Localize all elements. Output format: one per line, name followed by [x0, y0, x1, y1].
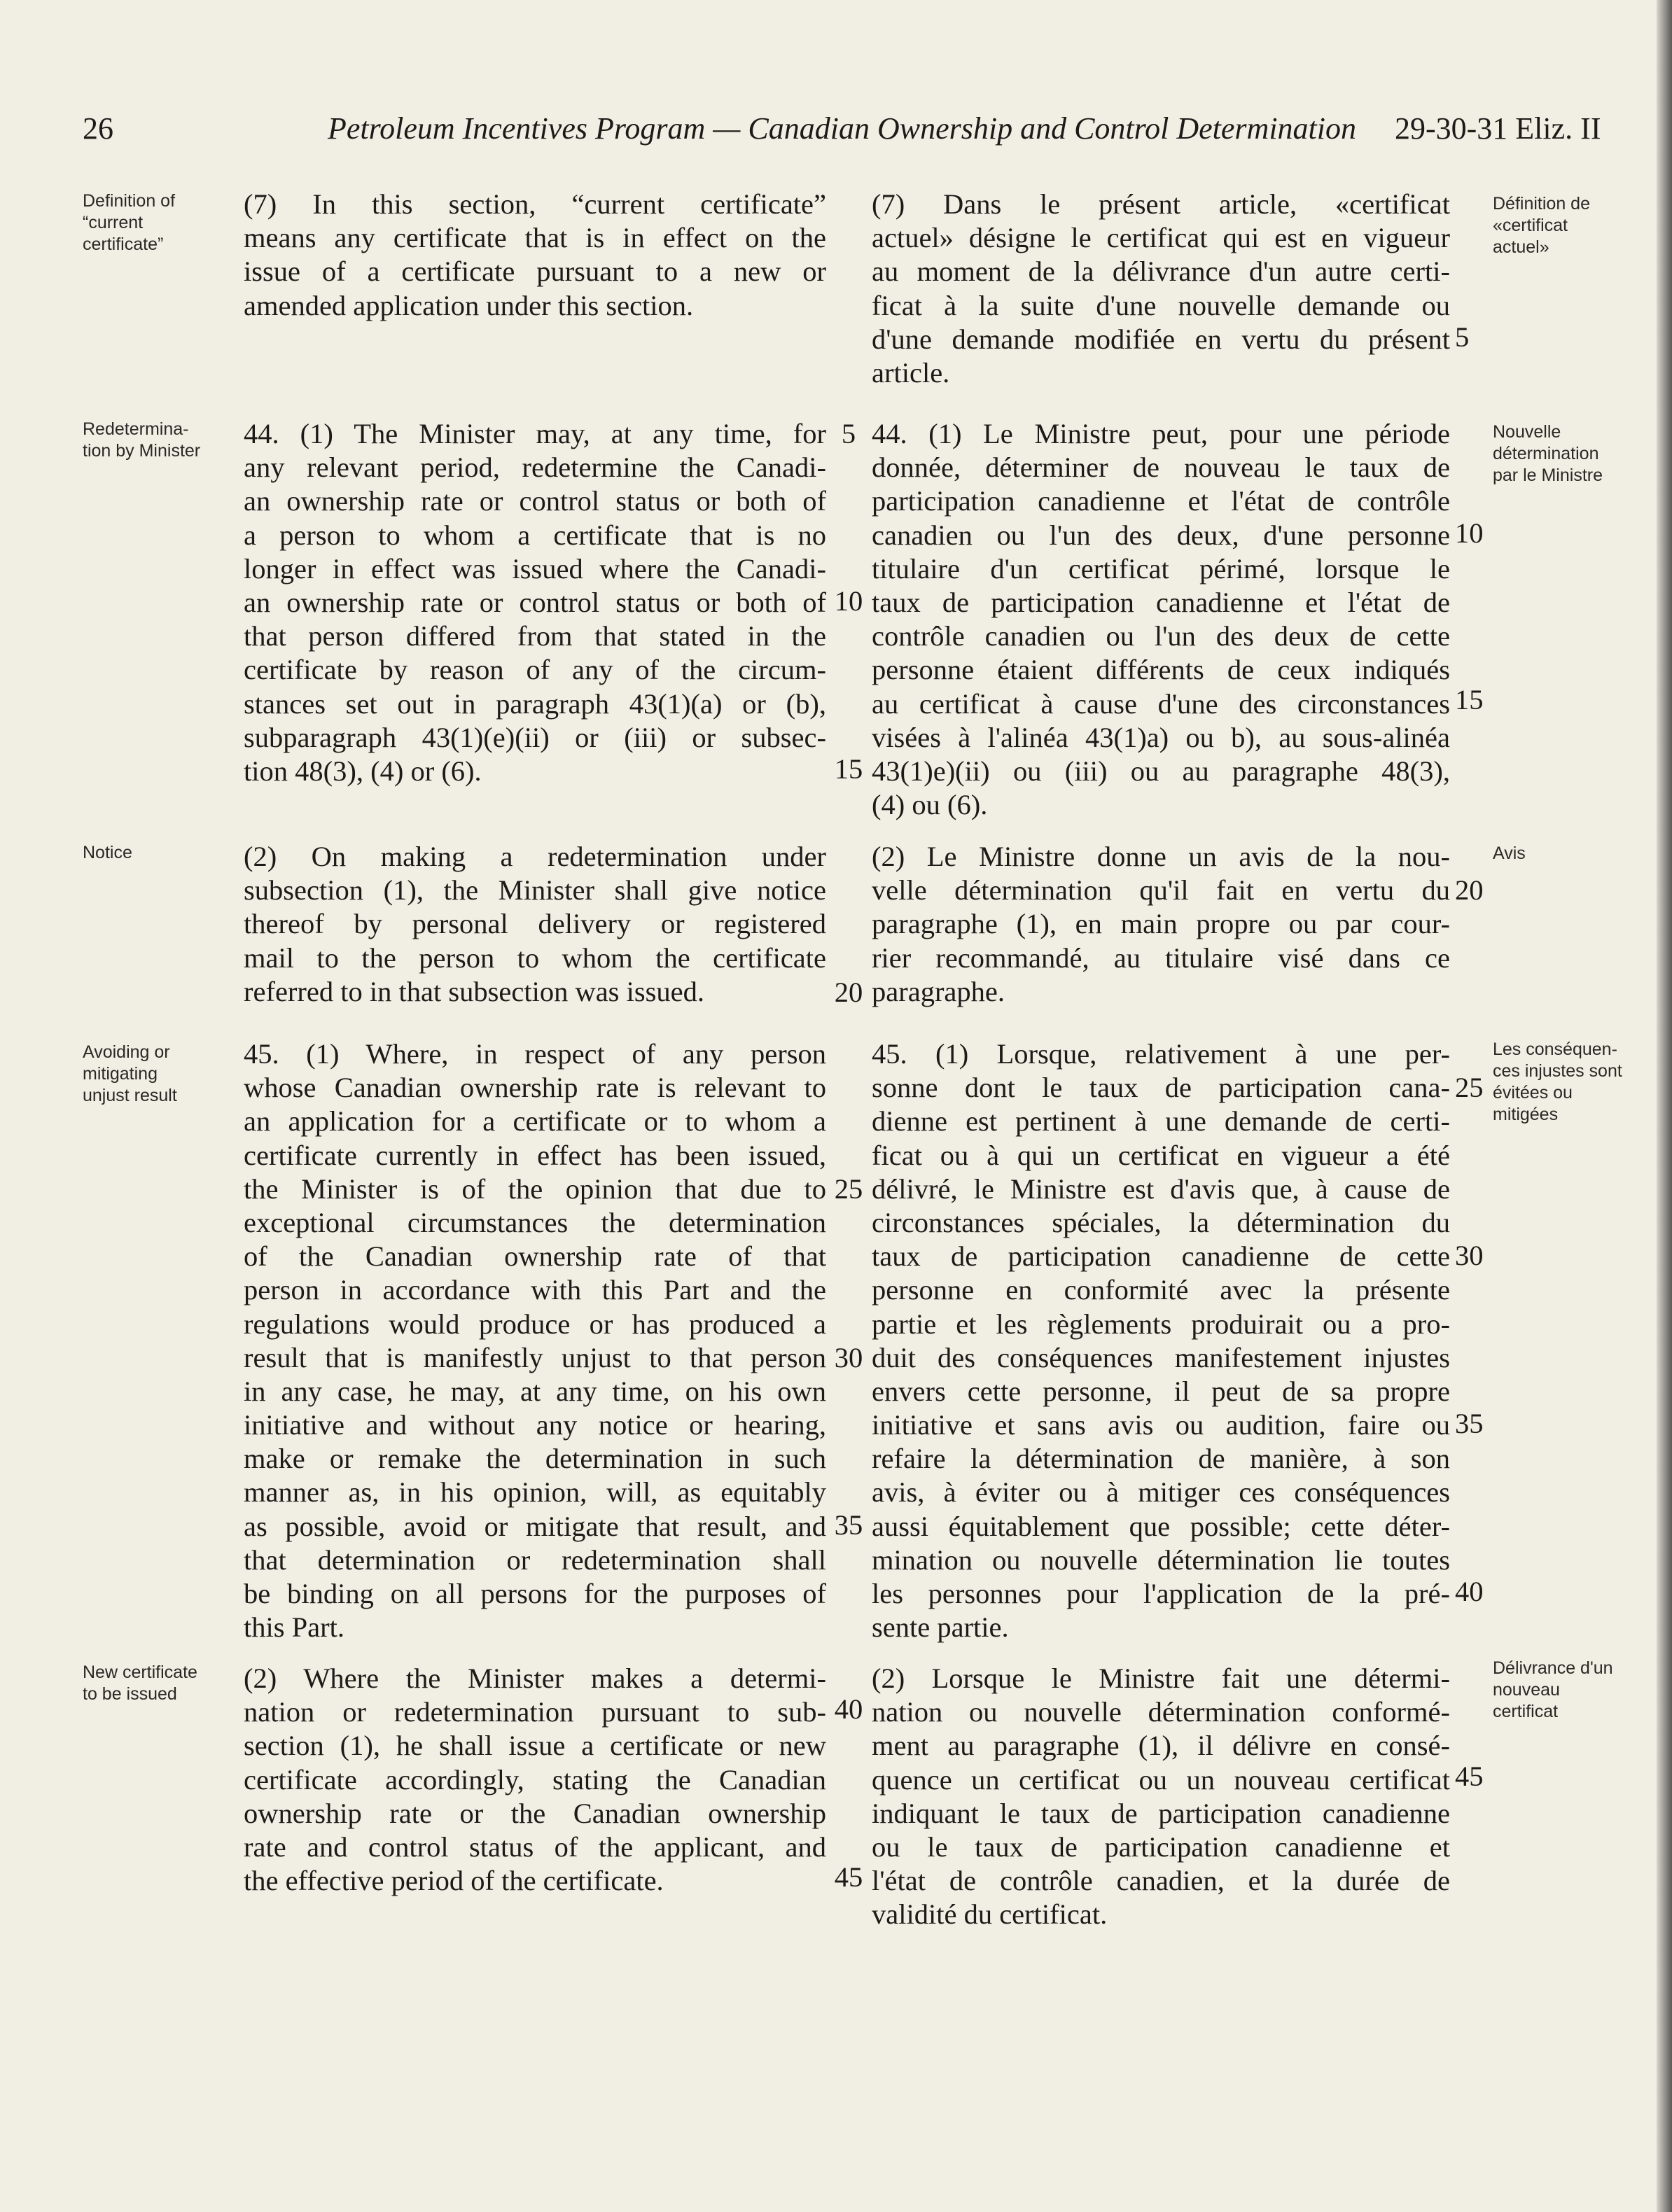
text-line: (7) In this section, “current certificate”: [244, 188, 826, 220]
line-number: 35: [1455, 1408, 1484, 1439]
text-line: ownership rate or the Canadian ownership: [244, 1797, 826, 1829]
text-line: ou le taux de participation canadienne et: [872, 1830, 1450, 1863]
text-line: issue of a certificate pursuant to a new or: [244, 255, 826, 288]
regnal-year: 29-30-31 Eliz. II: [1395, 111, 1601, 146]
text-line: (2) Le Ministre donne un avis de la nou-: [872, 841, 1450, 872]
line-number: 25: [834, 1173, 863, 1205]
text-line: referred to in that subsection was issued.: [244, 975, 704, 1007]
en-subsection-7: [244, 188, 826, 323]
text-line: envers cette personne, il peut de sa propre: [872, 1375, 1450, 1407]
margin-note-fr-definition: Définition de «certificat actuel»: [1493, 194, 1590, 257]
text-line: duit des conséquences manifestement injustes: [872, 1341, 1450, 1373]
text-line: dienne est pertinent à une demande de certi-: [872, 1105, 1450, 1138]
text-line: partie et les règlements produirait ou a pro-: [872, 1308, 1450, 1340]
text-line: avis, à éviter ou à mitiger ces conséquences: [872, 1476, 1450, 1508]
line-number: 20: [834, 976, 863, 1008]
text-line: personne étaient différents de ceux indiqués: [872, 654, 1450, 686]
line-number: 5: [1455, 321, 1470, 353]
text-line: thereof by personal delivery or registered: [244, 908, 826, 940]
line-number: 20: [1455, 874, 1484, 906]
page-number: 26: [83, 111, 113, 146]
text-line: an ownership rate or control status or both of: [244, 586, 826, 618]
en-section-45-1: [244, 1037, 826, 1644]
en-section-44-1: [244, 417, 826, 788]
text-line: sonne dont le taux de participation cana-: [872, 1072, 1450, 1104]
text-line: quence un certificat ou un nouveau certificat: [872, 1763, 1450, 1795]
text-line: 44. (1) Le Ministre peut, pour une période: [872, 418, 1450, 449]
text-line: (4) ou (6).: [872, 789, 988, 821]
line-number: 35: [834, 1509, 863, 1541]
text-line: visées à l'alinéa 43(1)a) ou b), au sous-alinéa: [872, 721, 1450, 753]
text-line: mination ou nouvelle détermination lie toutes: [872, 1544, 1450, 1576]
text-line: means any certificate that is in effect on the: [244, 222, 826, 254]
text-line: circonstances spéciales, la détermination du: [872, 1206, 1450, 1238]
text-line: the Minister is of the opinion that due to: [244, 1172, 826, 1205]
text-line: au certificat à cause d'une des circonstances: [872, 687, 1450, 720]
en-section-45-2: [244, 1662, 826, 1898]
margin-note-en-redetermination: Redetermina- tion by Minister: [83, 419, 201, 461]
text-line: (2) Lorsque le Ministre fait une détermi-: [872, 1662, 1450, 1694]
line-number: 40: [1455, 1576, 1484, 1607]
text-line: article.: [872, 356, 950, 388]
text-line: nation ou nouvelle détermination conformé-: [872, 1696, 1450, 1728]
text-line: taux de participation canadienne et l'état de: [872, 586, 1450, 618]
fr-subsection-7: [872, 188, 1450, 390]
margin-note-fr-notice: Avis: [1493, 844, 1526, 863]
text-line: an application for a certificate or to whom a: [244, 1105, 826, 1138]
text-line: certificate accordingly, stating the Canadian: [244, 1763, 826, 1795]
margin-note-en-new-certificate: New certificate to be issued: [83, 1662, 197, 1704]
text-line: manner as, in his opinion, will, as equitably: [244, 1476, 826, 1508]
text-line: regulations would produce or has produced a: [244, 1308, 826, 1340]
text-line: rate and control status of the applicant, and: [244, 1830, 826, 1863]
text-line: an ownership rate or control status or both of: [244, 485, 826, 517]
line-number: 10: [1455, 517, 1484, 549]
margin-note-fr-new-certificate: Délivrance d'un nouveau certificat: [1493, 1658, 1613, 1721]
line-number: 15: [1455, 684, 1484, 715]
text-line: canadien ou l'un des deux, d'une personne: [872, 519, 1450, 551]
text-line: actuel» désigne le certificat qui est en vigueur: [872, 222, 1450, 254]
text-line: any relevant period, redetermine the Canadi-: [244, 451, 826, 484]
text-line: nation or redetermination pursuant to sub-: [244, 1696, 826, 1728]
text-line: paragraphe (1), en main propre ou par cour-: [872, 908, 1450, 940]
fr-section-44-2: [872, 840, 1450, 1009]
text-line: (7) Dans le présent article, «certificat: [872, 188, 1450, 220]
text-line: of the Canadian ownership rate of that: [244, 1240, 826, 1273]
line-number: 10: [834, 585, 863, 617]
text-line: 45. (1) Lorsque, relativement à une per-: [872, 1038, 1450, 1070]
text-line: personne en conformité avec la présente: [872, 1274, 1450, 1306]
text-line: subsection (1), the Minister shall give notice: [244, 874, 826, 906]
text-line: make or remake the determination in such: [244, 1443, 826, 1475]
text-line: the effective period of the certificate.: [244, 1865, 664, 1897]
line-number: 25: [1455, 1072, 1484, 1103]
text-line: (2) On making a redetermination under: [244, 841, 826, 872]
text-line: certificate by reason of any of the circum-: [244, 654, 826, 686]
fr-section-44-1: [872, 417, 1450, 822]
text-line: initiative and without any notice or hearing,: [244, 1409, 826, 1441]
text-line: section (1), he shall issue a certificate or new: [244, 1730, 826, 1762]
text-line: d'une demande modifiée en vertu du présent: [872, 323, 1450, 355]
text-line: subparagraph 43(1)(e)(ii) or (iii) or subsec-: [244, 721, 826, 753]
text-line: whose Canadian ownership rate is relevant to: [244, 1072, 826, 1104]
text-line: ficat à la suite d'une nouvelle demande ou: [872, 289, 1450, 321]
text-line: paragraphe.: [872, 975, 1005, 1007]
line-number: 15: [834, 753, 863, 785]
text-line: be binding on all persons for the purposes of: [244, 1578, 826, 1609]
text-line: 45. (1) Where, in respect of any person: [244, 1038, 826, 1070]
text-line: 43(1)e)(ii) ou (iii) ou au paragraphe 48(3),: [872, 755, 1450, 787]
text-line: that person differed from that stated in the: [244, 620, 826, 652]
text-line: exceptional circumstances the determination: [244, 1206, 826, 1238]
fr-section-45-2: [872, 1662, 1450, 1932]
text-line: a person to whom a certificate that is no: [244, 519, 826, 551]
text-line: validité du certificat.: [872, 1898, 1108, 1931]
line-number: 45: [1455, 1760, 1484, 1792]
text-line: initiative et sans avis ou audition, faire ou: [872, 1409, 1450, 1441]
line-number: 40: [834, 1693, 863, 1725]
text-line: refaire la détermination de manière, à son: [872, 1443, 1450, 1475]
line-number: 45: [834, 1861, 863, 1893]
text-line: ficat ou à qui un certificat en vigueur a été: [872, 1139, 1450, 1171]
text-line: donnée, déterminer de nouveau le taux de: [872, 451, 1450, 484]
running-title: Petroleum Incentives Program — Canadian Ownership and Control Determination: [328, 111, 1356, 146]
text-line: ment au paragraphe (1), il délivre en consé-: [872, 1730, 1450, 1762]
fr-section-45-1: [872, 1037, 1450, 1644]
margin-note-en-notice: Notice: [83, 843, 132, 862]
text-line: velle détermination qu'il fait en vertu du: [872, 874, 1450, 906]
margin-note-en-definition: Definition of “current certificate”: [83, 191, 176, 254]
text-line: longer in effect was issued where the Canadi-: [244, 552, 826, 584]
text-line: person in accordance with this Part and the: [244, 1274, 826, 1306]
text-line: mail to the person to whom the certificate: [244, 941, 826, 974]
text-line: amended application under this section.: [244, 289, 694, 321]
text-line: au moment de la délivrance d'un autre certi-: [872, 255, 1450, 288]
text-line: certificate currently in effect has been issued,: [244, 1139, 826, 1171]
margin-note-fr-redetermination: Nouvelle détermination par le Ministre: [1493, 422, 1603, 485]
text-line: stances set out in paragraph 43(1)(a) or (b),: [244, 687, 826, 720]
text-line: aussi équitablement que possible; cette déter-: [872, 1510, 1450, 1542]
text-line: (2) Where the Minister makes a determi-: [244, 1662, 826, 1694]
en-section-44-2: [244, 840, 826, 1009]
text-line: tion 48(3), (4) or (6).: [244, 755, 482, 787]
text-line: titulaire d'un certificat périmé, lorsque le: [872, 552, 1450, 584]
line-number: 5: [841, 418, 856, 449]
text-line: les personnes pour l'application de la pré-: [872, 1578, 1450, 1609]
text-line: as possible, avoid or mitigate that result, and: [244, 1510, 826, 1542]
text-line: rier recommandé, au titulaire visé dans ce: [872, 941, 1450, 974]
text-line: this Part.: [244, 1611, 345, 1644]
text-line: l'état de contrôle canadien, et la durée de: [872, 1865, 1450, 1897]
text-line: indiquant le taux de participation canadienne: [872, 1797, 1450, 1829]
line-number: 30: [1455, 1240, 1484, 1271]
text-line: 44. (1) The Minister may, at any time, for: [244, 418, 826, 449]
text-line: délivré, le Ministre est d'avis que, à cause de: [872, 1172, 1450, 1205]
text-line: in any case, he may, at any time, on his own: [244, 1375, 826, 1407]
running-header: [0, 111, 1672, 153]
margin-note-en-unjust-result: Avoiding or mitigating unjust result: [83, 1042, 177, 1105]
text-line: result that is manifestly unjust to that person: [244, 1341, 826, 1373]
text-line: that determination or redetermination shall: [244, 1544, 826, 1576]
text-line: participation canadienne et l'état de contrôle: [872, 485, 1450, 517]
text-line: taux de participation canadienne de cette: [872, 1240, 1450, 1273]
margin-note-fr-unjust-result: Les conséquen- ces injustes sont évitées ou mitigées: [1493, 1040, 1622, 1124]
text-line: contrôle canadien ou l'un des deux de cette: [872, 620, 1450, 652]
line-number: 30: [834, 1342, 863, 1373]
page-edge-shadow: [1657, 0, 1672, 2212]
text-line: sente partie.: [872, 1611, 1009, 1644]
